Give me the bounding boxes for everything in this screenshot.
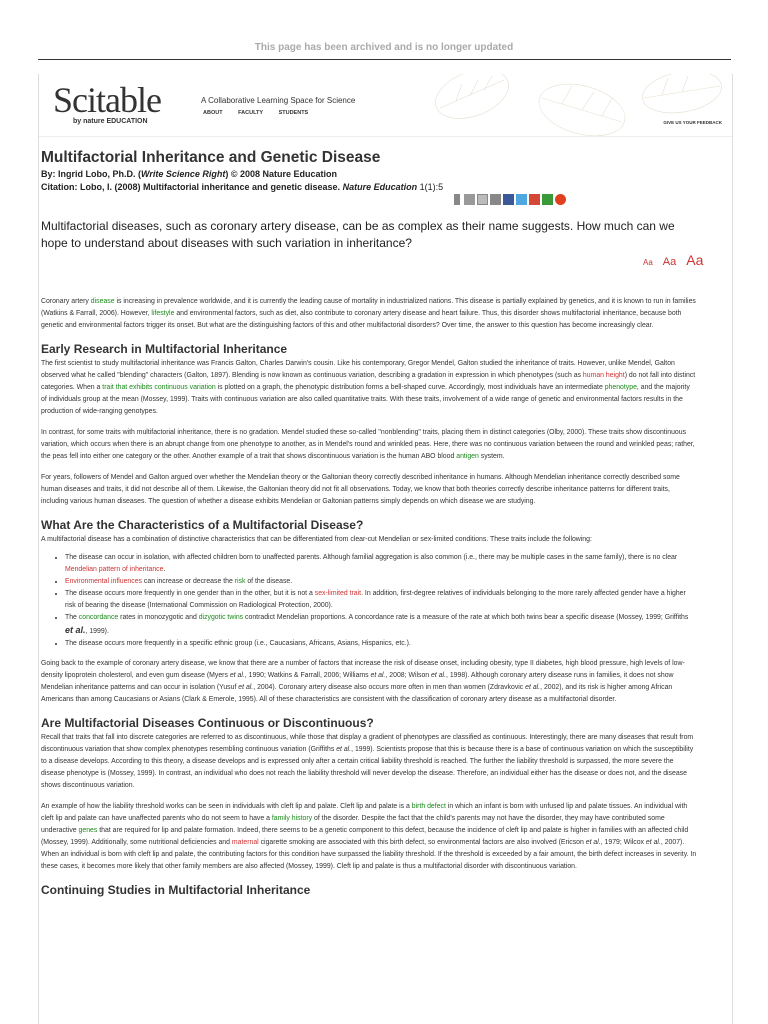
paragraph: A multifactorial disease has a combination of distinctive characteristics that can be differentiated from clear-cut Mendelian or sex-limited conditions. These traits include the following: bbox=[41, 536, 592, 543]
link-family-history[interactable]: family history bbox=[271, 815, 313, 822]
section-heading: Continuing Studies in Multifactorial Inheritance bbox=[41, 883, 311, 897]
section-heading: What Are the Characteristics of a Multifactorial Disease? bbox=[41, 518, 364, 532]
link-birth-defect[interactable]: birth defect bbox=[411, 803, 446, 810]
link-lifestyle[interactable]: lifestyle bbox=[151, 310, 175, 317]
list-item: • The disease can occur in isolation, with affected children born to unaffected parents. Although familial aggregation is also common (i.e., there may be multiple cases in the same family), there is no clear Mendelian pattern of inheritance. bbox=[65, 552, 697, 576]
link-human-height[interactable]: human height bbox=[582, 372, 625, 379]
byline-org[interactable]: Write Science Right bbox=[141, 169, 226, 179]
section-heading: Are Multifactorial Diseases Continuous or Discontinuous? bbox=[41, 716, 374, 730]
site-tagline: A Collaborative Learning Space for Science bbox=[201, 96, 356, 105]
paragraph: In contrast, for some traits with multifactorial inheritance, there is no gradation. Mendel studied these so-called "nonblending" traits, placing them in distinct categories (Olby, 2000). These traits show discontinuous variation, which occurs when there is an abrupt change from one phenotype to another, as in Mendel's round and wrinkled peas. Here, there was no continuous variation between the round and wrinkled peas; rather, the peas fell into either one category or the other. Another example of a trait that shows discontinuous variation is the human ABO blood antigen system. bbox=[41, 429, 695, 460]
scitable-logo[interactable]: Scitable bbox=[53, 80, 161, 120]
link-sex-limited-trait[interactable]: sex-limited trait bbox=[314, 590, 362, 597]
nav-faculty[interactable]: FACULTY bbox=[238, 110, 264, 116]
byline-suffix: ) © 2008 Nature Education bbox=[225, 169, 338, 179]
citation-journal: Nature Education bbox=[342, 182, 418, 192]
nature-education-logo: by nature EDUCATION bbox=[73, 118, 148, 125]
paragraph: The first scientist to study multifactorial inheritance was Francis Galton, Charles Darwin's cousin. Like his contemporary, Gregor Mendel, Galton studied the inheritance of traits. However, unlike Mendel, Galton observed what he called "blending" characters (Galton, 1897). Blending is now known as continuous variation, describing a gradation in expression in which phenotypes (such as human height) do not fall into distinct categories. When a trait that exhibits continuous variation is plotted on a graph, the phenotypic distribution forms a bell-shaped curve. Accordingly, most individuals have an intermediate phenotype, and the majority of individuals group at the mean (Mossey, 1999). Traits with continuous variation are also called quantitative traits. With these traits, involvement of a wide range of genetic and environmental factors results in the production of wide-ranging genotypes. bbox=[41, 360, 696, 415]
link-continuous-variation[interactable]: trait that exhibits continuous variation bbox=[102, 384, 216, 391]
list-item: • The disease occurs more frequently in a specific ethnic group (i.e., Caucasians, Africans, Asians, Hispanics, etc.). bbox=[65, 638, 697, 650]
link-maternal[interactable]: maternal bbox=[231, 839, 259, 846]
rss-icon[interactable] bbox=[490, 194, 501, 205]
byline-prefix: By: Ingrid Lobo, Ph.D. ( bbox=[41, 169, 141, 179]
link-concordance[interactable]: concordance bbox=[78, 614, 119, 621]
characteristics-list bbox=[41, 552, 697, 650]
twitter-icon[interactable] bbox=[516, 194, 527, 205]
email-icon[interactable] bbox=[477, 194, 488, 205]
header-nav bbox=[203, 110, 322, 116]
font-large-button[interactable]: Aa bbox=[686, 252, 704, 268]
link-dizygotic-twins[interactable]: dizygotic twins bbox=[198, 614, 244, 621]
nav-about[interactable]: ABOUT bbox=[203, 110, 223, 116]
byline bbox=[41, 168, 461, 194]
list-item: • The disease occurs more frequently in one gender than in the other, but it is not a sex-limited trait. In addition, first-degree relatives of individuals belonging to the more rarely affected gender have a higher risk of bearing the disease (International Commission on Radiological Protection, 2000). bbox=[65, 588, 697, 612]
site-header bbox=[39, 74, 732, 137]
page-frame bbox=[38, 74, 733, 1024]
paragraph: For years, followers of Mendel and Galton argued over whether the Mendelian theory or the Galtonian theory correctly described inheritance in humans. Although Mendelian inheritance correctly described some human diseases and traits, it did not describe all of them. Likewise, the Galtonian theory did not fit all observations. Today, we know that both theories correctly describe inheritance patterns for different traits, including various human diseases. The question of whether a disease exhibits Mendelian or Galtonian patterns simply depends on which disease we are studying. bbox=[41, 474, 680, 505]
paragraph: An example of how the liability threshold works can be seen in individuals with cleft lip and palate. Cleft lip and palate is a birth defect in which an infant is born with unfused lip and palate tissues. An individual with cleft lip and palate can have unaffected parents who do not seem to have a family history of the disorder. Despite the fact that the child's parents may not have the disorder, they may have contributed some underactive genes that are required for lip and palate formation. Indeed, there seems to be a genetic component to this defect, because the incidence of cleft lip and palate is higher in families with an affected child (Mossey, 1999). Additionally, some nutritional deficiencies and maternal cigarette smoking are associated with this birth defect, so environmental factors are also involved (Ericson et al., 1979; Wilcox et al., 2007). When an individual is born with cleft lip and palate, the contributing factors for this condition have surpassed the liability threshold. If the threshold is exceeded by a fair amount, the birth defect increases in severity. In these cases, it becomes more likely that other family members are also affected (Mossey, 1999). Cleft lip and palate is thus a multifactorial disorder with discontinuous variation. bbox=[41, 803, 697, 870]
archive-notice: This page has been archived and is no longer updated bbox=[254, 42, 514, 53]
facebook-icon[interactable] bbox=[503, 194, 514, 205]
leaf-pattern-icon bbox=[412, 74, 732, 136]
article-intro: Multifactorial diseases, such as coronary artery disease, can be as complex as their name suggests. How much can we hope to understand about diseases with such variation in inheritance? bbox=[41, 219, 675, 250]
font-small-button[interactable]: Aa bbox=[643, 258, 653, 267]
link-risk[interactable]: risk bbox=[234, 578, 246, 585]
bookmark-icon[interactable] bbox=[454, 194, 460, 205]
feedback-link[interactable]: GIVE US YOUR FEEDBACK bbox=[663, 120, 722, 125]
list-item: • Environmental influences can increase or decrease the risk of the disease. bbox=[65, 576, 697, 588]
link-genes[interactable]: genes bbox=[78, 827, 98, 834]
share-toolbar bbox=[454, 194, 566, 205]
citation-prefix: Citation: Lobo, I. (2008) Multifactorial inheritance and genetic disease. bbox=[41, 182, 341, 192]
stumbleupon-icon[interactable] bbox=[542, 194, 553, 205]
paragraph: Going back to the example of coronary artery disease, we know that there are a number of factors that increase the risk of disease onset, including obesity, type II diabetes, high blood pressure, high levels of low-density lipoprotein cholesterol, and even gum disease (Myers et al., 1990; Watkins & Farrall, 2006; Williams et al., 2008; Wilson et al., 1998). Although coronary artery disease runs in families, it does not show Mendelian inheritance patterns and can occur in isolation (Yusuf et al., 2004). Coronary artery disease also occurs more often in men than women (Zdravkovic et al., 2002), and its risk is higher among African Americans than among Caucasians or Asians (Clark & Emerole, 1995). All of these characteristics are consistent with the classification of coronary artery disease as a multifactorial disorder. bbox=[41, 660, 685, 703]
paragraph: Recall that traits that fall into discrete categories are referred to as discontinuous, while those that display a gradient of phenotypes are classified as continuous. Interestingly, there are many diseases that result from discontinuous variation that show complex phenotypes resembling continuous variation (Griffiths et al., 1999). Scientists propose that this is because there is a base of continuous variation on which the susceptibility to a disease develops. According to this theory, a disease develops and is expressed only after a certain critical liability threshold is reached. The further the liability threshold is surpassed, the more severe the disease phenotype is (Mossey, 1999). In contrast, an individual who does not reach the liability threshold will never develop the disease. Therefore, an individual either has the disease or does not, and the disease shows discontinuous variation. bbox=[41, 734, 694, 789]
link-mendelian-pattern[interactable]: Mendelian pattern of inheritance bbox=[65, 566, 164, 573]
citation-vol: 1(1):5 bbox=[419, 182, 444, 192]
section-heading: Early Research in Multifactorial Inheritance bbox=[41, 342, 288, 356]
paragraph: Coronary artery disease is increasing in prevalence worldwide, and it is currently the leading cause of mortality in industrialized nations. This disease is partially explained by genetics, and it is known to run in families (Watkins & Farrall, 2006). However, lifestyle and environmental factors, such as diet, also contribute to coronary artery disease and heart failure. Thus, this disorder shows multifactorial inheritance, because both genetic and environmental factors trigger its onset. But what are the distinguishing factors of this and other multifactorial disorders? Over time, the answer to this question has become increasingly clear. bbox=[41, 298, 696, 329]
link-phenotype[interactable]: phenotype bbox=[604, 384, 637, 391]
page-title: Multifactorial Inheritance and Genetic Disease bbox=[41, 149, 381, 166]
article-body bbox=[41, 296, 697, 899]
google-plus-icon[interactable] bbox=[529, 194, 540, 205]
list-item: • The concordance rates in monozygotic and dizygotic twins contradict Mendelian proportions. A concordance rate is a measure of the rate at which both twins bear a specific disease (Mossey, 1999; Griffiths et al., 1999). bbox=[65, 612, 697, 638]
font-size-controls bbox=[643, 252, 703, 268]
top-divider bbox=[38, 59, 731, 60]
print-icon[interactable] bbox=[464, 194, 475, 205]
font-medium-button[interactable]: Aa bbox=[662, 256, 677, 268]
link-antigen[interactable]: antigen bbox=[456, 453, 479, 460]
link-disease[interactable]: disease bbox=[90, 298, 115, 305]
link-environmental-influences[interactable]: Environmental influences bbox=[65, 578, 142, 585]
reddit-icon[interactable] bbox=[555, 194, 566, 205]
nav-students[interactable]: STUDENTS bbox=[278, 110, 309, 116]
